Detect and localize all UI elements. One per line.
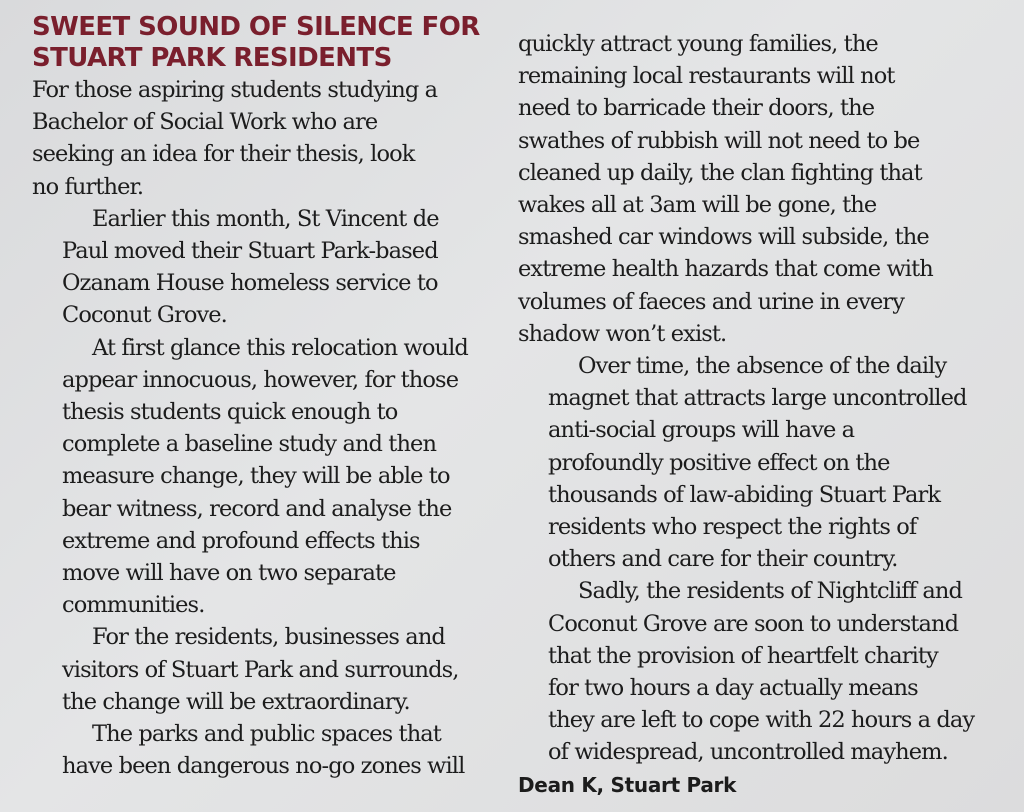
body-paragraph xyxy=(32,621,502,718)
body-line: for two hours a day actually means xyxy=(548,675,918,702)
body-line: wakes all at 3am will be gone, the xyxy=(518,192,877,219)
body-line: The parks and public spaces that xyxy=(92,721,441,748)
body-line: anti-social groups will have a xyxy=(548,417,855,444)
body-line: need to barricade their doors, the xyxy=(518,95,875,122)
body-line: bear witness, record and analyse the xyxy=(62,495,452,522)
body-paragraph xyxy=(32,203,502,332)
body-line: Ozanam House homeless service to xyxy=(62,270,438,297)
body-line: no further. xyxy=(32,173,144,200)
body-paragraph xyxy=(32,74,502,203)
body-line: remaining local restaurants will not xyxy=(518,63,895,90)
body-line: move will have on two separate xyxy=(62,560,396,587)
letter-signature: Dean K, Stuart Park xyxy=(518,772,737,797)
body-line: Bachelor of Social Work who are xyxy=(32,109,378,136)
body-line: extreme health hazards that come with xyxy=(518,256,933,283)
body-line: Coconut Grove. xyxy=(62,302,227,329)
body-line: visitors of Stuart Park and surrounds, xyxy=(62,656,459,683)
body-line: appear innocuous, however, for those xyxy=(62,366,459,393)
body-line: magnet that attracts large uncontrolled xyxy=(548,385,967,412)
body-line: of widespread, uncontrolled mayhem. xyxy=(548,739,948,766)
body-line: Earlier this month, St Vincent de xyxy=(92,205,439,232)
body-line: Paul moved their Stuart Park-based xyxy=(62,238,438,265)
body-paragraph xyxy=(32,332,502,622)
body-line: they are left to cope with 22 hours a day xyxy=(548,707,975,734)
body-line: extreme and profound effects this xyxy=(62,527,420,554)
body-line: have been dangerous no-go zones will xyxy=(62,753,465,780)
body-line: Coconut Grove are soon to understand xyxy=(548,610,959,637)
body-line: volumes of faeces and urine in every xyxy=(518,288,905,315)
body-line: communities. xyxy=(62,592,205,619)
body-line: others and care for their country. xyxy=(548,546,898,573)
body-line: cleaned up daily, the clan fighting that xyxy=(518,159,922,186)
body-line: seeking an idea for their thesis, look xyxy=(32,141,415,168)
body-line: that the provision of heartfelt charity xyxy=(548,642,938,669)
body-paragraph xyxy=(518,28,998,350)
body-paragraph xyxy=(518,575,998,768)
left-column xyxy=(32,12,502,782)
body-line: complete a baseline study and then xyxy=(62,431,437,458)
article-headline xyxy=(32,12,502,74)
body-line: profoundly positive effect on the xyxy=(548,449,890,476)
body-line: quickly attract young families, the xyxy=(518,31,878,57)
body-line: residents who respect the rights of xyxy=(548,514,917,541)
body-line: the change will be extraordinary. xyxy=(62,688,410,715)
right-column xyxy=(518,28,998,801)
body-line: shadow won’t exist. xyxy=(518,320,727,347)
headline-line: SWEET SOUND OF SILENCE FOR xyxy=(32,12,480,42)
body-line: measure change, they will be able to xyxy=(62,463,450,490)
body-line: For those aspiring students studying a xyxy=(32,77,438,103)
body-line: thesis students quick enough to xyxy=(62,399,398,426)
right-body xyxy=(518,28,998,769)
body-line: Sadly, the residents of Nightcliff and xyxy=(578,578,962,605)
left-body xyxy=(32,74,502,782)
body-line: thousands of law-abiding Stuart Park xyxy=(548,481,941,508)
body-line: smashed car windows will subside, the xyxy=(518,224,929,251)
body-paragraph xyxy=(518,350,998,575)
body-line: swathes of rubbish will not need to be xyxy=(518,127,920,154)
body-line: For the residents, businesses and xyxy=(92,624,445,651)
body-line: Over time, the absence of the daily xyxy=(578,353,947,380)
body-line: At first glance this relocation would xyxy=(92,334,468,361)
headline-line: STUART PARK RESIDENTS xyxy=(32,43,392,73)
body-paragraph xyxy=(32,718,502,782)
